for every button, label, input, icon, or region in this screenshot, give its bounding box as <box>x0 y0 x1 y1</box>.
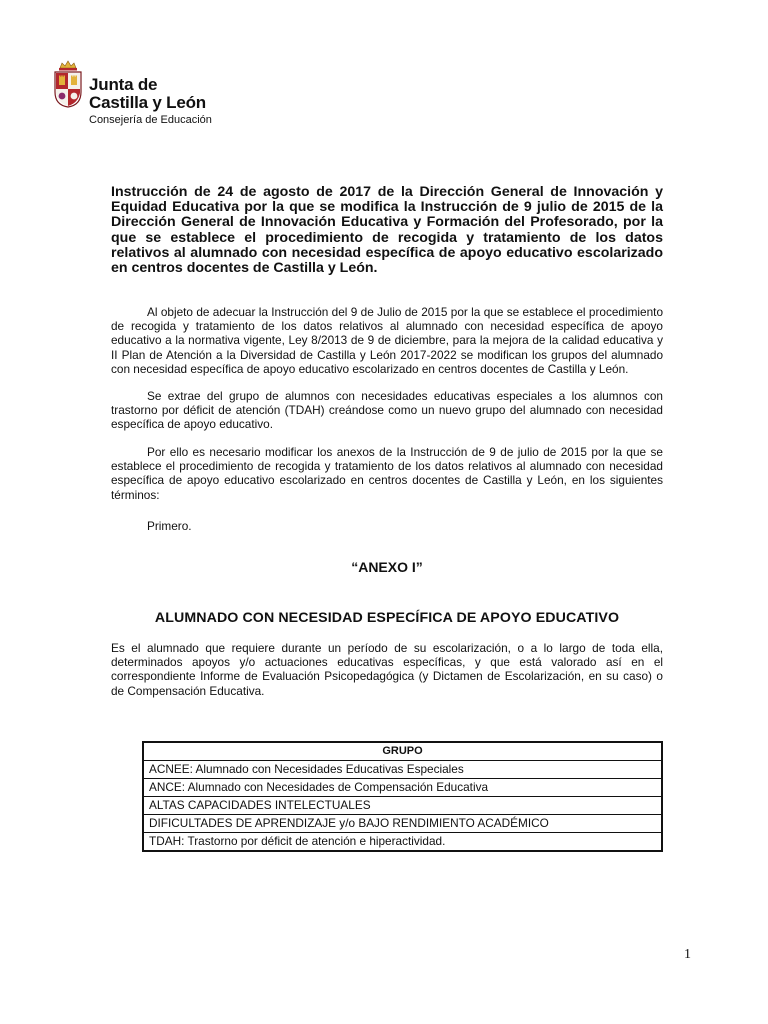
table-cell: DIFICULTADES DE APRENDIZAJE y/o BAJO RENDIMIENTO ACADÉMICO <box>143 815 662 833</box>
paragraph-3: Por ello es necesario modificar los anexos de la Instrucción de 9 de julio de 2015 por la que se establece el procedimiento de recogida y tratamiento de los datos relativos al alumnado con necesidad específica de apoyo educativo escolarizado en centros docentes de Castilla y León, en los siguientes términos: <box>111 445 663 502</box>
table-row <box>143 779 662 797</box>
paragraph-1: Al objeto de adecuar la Instrucción del 9 de Julio de 2015 por la que se establece el procedimiento de recogida y tratamiento de los datos relativos al alumnado con necesidad específica de apoyo educativo a la normativa vigente, Ley 8/2013 de 9 de diciembre, para la mejora de la calidad educativa y II Plan de Atención a la Diversidad de Castilla y León 2017-2022 se modifican los grupos del alumnado con necesidad específica de apoyo educativo escolarizado en centros docentes de Castilla y León. <box>111 305 663 376</box>
coat-of-arms-icon <box>52 60 84 108</box>
table-cell: ANCE: Alumnado con Necesidades de Compensación Educativa <box>143 779 662 797</box>
table-header-cell: GRUPO <box>143 742 662 761</box>
logo-line-1: Junta de <box>89 75 158 94</box>
table-row <box>143 833 662 852</box>
section-heading: ALUMNADO CON NECESIDAD ESPECÍFICA DE APOYO EDUCATIVO <box>154 610 620 626</box>
logo-wordmark <box>89 76 212 126</box>
junta-logo <box>52 60 252 126</box>
table-cell: ALTAS CAPACIDADES INTELECTUALES <box>143 797 662 815</box>
table-row <box>143 815 662 833</box>
annex-title: “ANEXO I” <box>351 559 423 575</box>
page-number: 1 <box>684 947 691 962</box>
table-row <box>143 761 662 779</box>
table-header-row <box>143 742 662 761</box>
table-cell: TDAH: Trastorno por déficit de atención e hiperactividad. <box>143 833 662 852</box>
section-paragraph: Es el alumnado que requiere durante un período de su escolarización, o a lo largo de toda ella, determinados apoyos y/o actuaciones educativas específicas, y que está valorado así en el correspondiente Informe de Evaluación Psicopedagógica (y Dictamen de Escolarización, en su caso) o de Compensación Educativa. <box>111 641 663 698</box>
grupo-table <box>142 741 663 852</box>
paragraph-2: Se extrae del grupo de alumnos con necesidades educativas especiales a los alumnos con trastorno por déficit de atención (TDAH) creándose como un nuevo grupo del alumnado con necesidad específica de apoyo educativo. <box>111 389 663 432</box>
table-row <box>143 797 662 815</box>
logo-line-3: Consejería de Educación <box>89 114 212 126</box>
document-title: Instrucción de 24 de agosto de 2017 de la Dirección General de Innovación y Equidad Educativa por la que se modifica la Instrucción de 9 julio de 2015 de la Dirección General de Innovación Educativa y Formación del Profesorado, por la que se establece el procedimiento de recogida y tratamiento de los datos relativos al alumnado con necesidad específica de apoyo educativo escolarizado en centros docentes de Castilla y León. <box>111 184 663 277</box>
table-cell: ACNEE: Alumnado con Necesidades Educativas Especiales <box>143 761 662 779</box>
logo-line-2: Castilla y León <box>89 93 206 112</box>
paragraph-primero: Primero. <box>147 519 192 533</box>
